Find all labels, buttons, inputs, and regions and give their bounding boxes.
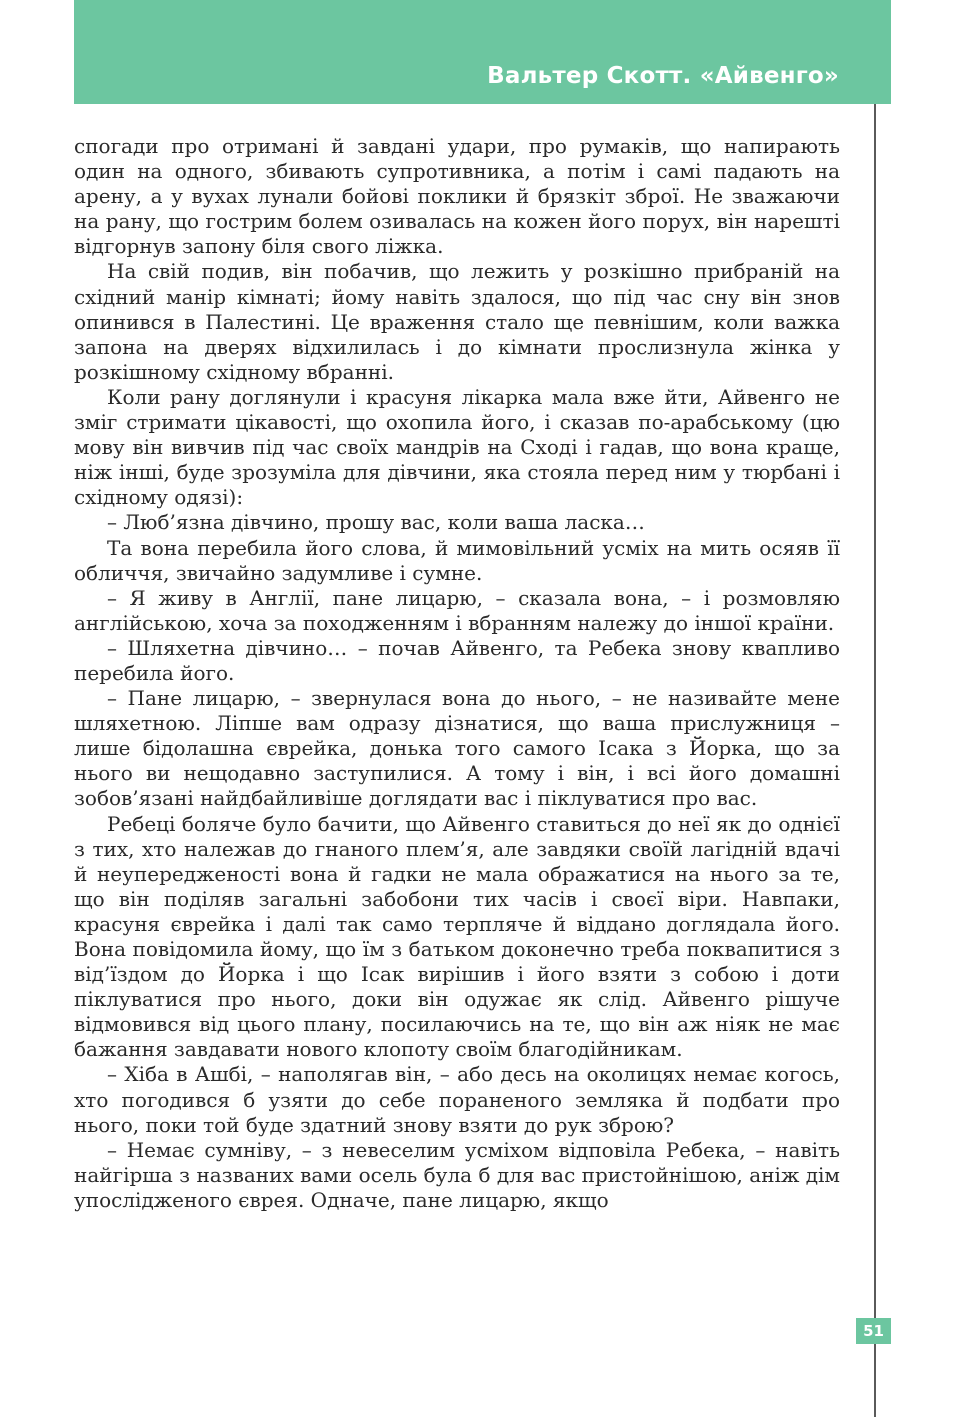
- margin-rule: [874, 104, 876, 1417]
- dialogue-line: – Я живу в Англії, пане лицарю, – сказала вона, – і розмовляю англійською, хоча за походженням і вбранням належу до іншої країни.: [74, 585, 840, 635]
- paragraph: Ребеці боляче було бачити, що Айвенго ставиться до неї як до однієї з тих, хто належав до гнаного плем’я, але завдяки своїй лагідній вдачі й неупередженості вона й гадки не мала ображатися на нього за те, що він поділяв загальні забобони тих часів і своєї віри. Навпаки, красуня єврейка і далі так само терпляче й віддано доглядала його. Вона повідомила йому, що їм з батьком доконечно треба поквапитися з від’їздом до Йорка і що Ісак вирішив і його взяти з собою і доти піклуватися про нього, доки він одужає як слід. Айвенго рішуче відмовився від цього плану, посилаючись на те, що він аж ніяк не має бажання завдавати нового клопоту своїм благодійникам.: [74, 811, 840, 1062]
- paragraph: На свій подив, він побачив, що лежить у розкішно прибраній на східний манір кімнаті; йому навіть здалося, що під час сну він знов опинився в Палестині. Це враження стало ще певнішим, коли важка запона на дверях відхилилась і до кімнати прослизнула жінка у розкішному східному вбранні.: [74, 259, 840, 384]
- page-number: 51: [856, 1318, 891, 1344]
- dialogue-line: – Шляхетна дівчино… – почав Айвенго, та Ребека знову квапливо перебила його.: [74, 635, 840, 685]
- chapter-header-band: [74, 0, 891, 104]
- paragraph: Та вона перебила його слова, й мимовільний усміх на мить осяяв її обличчя, звичайно задумливе і сумне.: [74, 535, 840, 585]
- body-text: [74, 134, 840, 1213]
- dialogue-line: – Люб’язна дівчино, прошу вас, коли ваша ласка…: [107, 510, 645, 535]
- paragraph: Коли рану доглянули і красуня лікарка мала вже йти, Айвенго не зміг стримати цікавості, що охопила його, і сказав по-арабському (цю мову він вивчив під час своїх мандрів на Сході і гадав, що вона краще, ніж інші, буде зрозуміла для дівчини, яка стояла перед ним у тюрбані і східному одязі):: [74, 384, 840, 510]
- paragraph: спогади про отримані й завдані удари, про румаків, що напирають один на одного, збивають супротивника, а потім і самі падають на арену, а у вухах лунали бойові поклики й брязкіт зброї. Не зважаючи на рану, що гострим болем озивалась на кожен його порух, він нарешті відгорнув запону біля свого ліжка.: [74, 134, 840, 259]
- dialogue-line: – Хіба в Ашбі, – наполягав він, – або десь на околицях немає когось, хто погодився б узяти до себе пораненого земляка й подбати про нього, поки той буде здатний знову взяти до рук зброю?: [74, 1062, 840, 1137]
- running-header-title: Вальтер Скотт. «Айвенго»: [487, 63, 839, 89]
- dialogue-line: – Пане лицарю, – звернулася вона до нього, – не називайте мене шляхетною. Ліпше вам одразу дізнатися, що ваша прислужниця – лише бідолашна єврейка, донька того самого Ісака з Йорка, що за нього ви нещодавно заступилися. А тому і він, і всі його домашні зобов’язані найдбайливіше доглядати вас і піклуватися про вас.: [74, 686, 840, 811]
- dialogue-line: – Немає сумніву, – з невеселим усміхом відповіла Ребека, – навіть найгірша з названих вами осель була б для вас пристойнішою, аніж дім упослідженого єврея. Одначе, пане лицарю, якщо: [74, 1137, 840, 1212]
